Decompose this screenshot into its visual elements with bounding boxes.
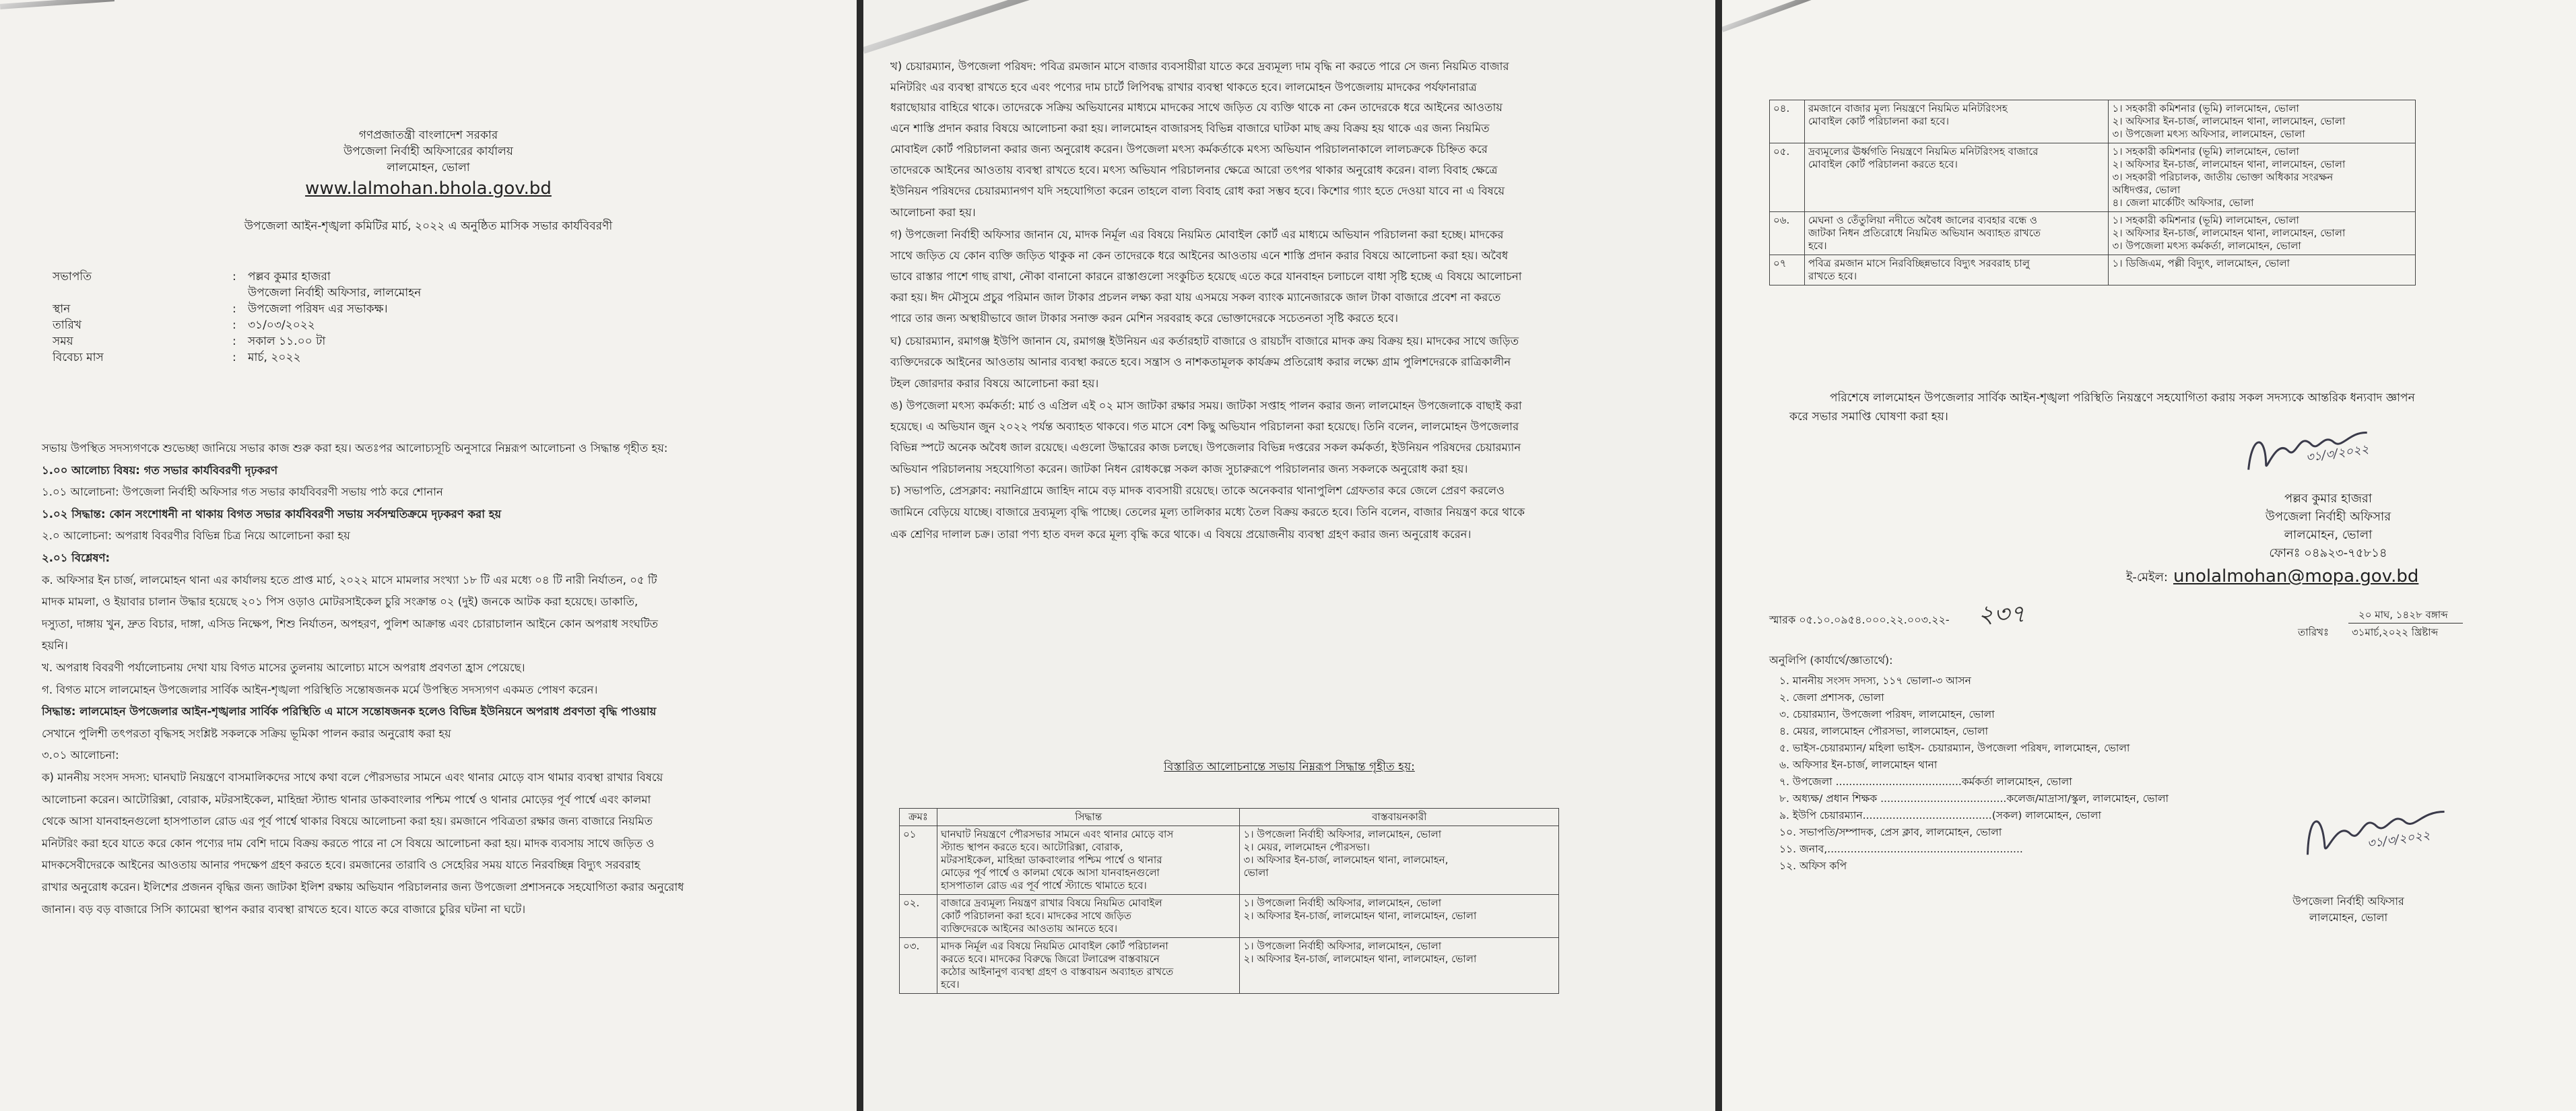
body-line: ২.০১ বিশ্লেষণ:: [42, 551, 110, 564]
body-line: ১.০০ আলোচ্য বিষয়: গত সভার কার্যবিবরণী দৃঢ়করণ: [42, 463, 278, 477]
body-line: তাদেরকে আইনের আওতায় ব্যবস্থা রাখতে হবে। মৎস্য অভিযান পরিচালনার ক্ষেত্রে আরো তৎপর থাকার অনুরোধ করেন। বাল্য বিবাহ ক্ষেত্রে: [890, 164, 1498, 176]
copy-list-item: ১২. অফিস কপি: [1779, 860, 1847, 872]
memo-serial-handwritten: ২৩৭: [1978, 601, 2026, 628]
body-line: টহল জোরদার করার বিষয়ে আলোচনা করা হয়।: [890, 377, 1099, 390]
copy-list-item: ৭. উপজেলা ......................................কর্মকর্তা লালমোহন, ভোলা: [1779, 776, 2072, 788]
website-link[interactable]: www.lalmohan.bhola.gov.bd: [305, 178, 552, 199]
copy-list-item: ৬. অফিসার ইন-চার্জ, লালমোহন থানা: [1779, 759, 1938, 771]
page-fold-shadow: [1722, 0, 1812, 32]
meta-label: স্থান: [53, 302, 71, 316]
table-row: [1770, 255, 2416, 285]
signatory-phone: ফোনঃ ০৪৯২৩-৭৫৮১৪: [2269, 546, 2387, 560]
body-line: ক) মাননীয় সংসদ সদস্য: ঘানঘাট নিয়ন্ত্রণে বাসমালিকদের সাথে কথা বলে পৌরসভার সামনে এবং থানার মোড়ে বাস থামার ব্যবস্থা রাখার বিষয়ে: [42, 771, 663, 784]
body-line: খ. অপরাধ বিবরণী পর্যালোচনায় দেখা যায় বিগত মাসের তুলনায় আলোচ্য মাসে অপরাধ প্রবণতা হ্রাস পেয়েছে।: [42, 661, 525, 674]
meta-value: পল্লব কুমার হাজরা: [248, 270, 331, 283]
body-line: ঙ) উপজেলা মৎস্য কর্মকর্তা: মার্চ ও এপ্রিল এই ০২ মাস জাটকা রক্ষার সময়। জাটকা সপ্তাহ পালন করার জন্য লালমোহন উপজেলাকে বাছাই করা: [890, 399, 1522, 412]
meeting-title: উপজেলা আইন-শৃঙ্খলা কমিটির মার্চ, ২০২২ এ অনুষ্ঠিত মাসিক সভার কার্যবিবরণী: [244, 220, 613, 233]
signature-2-stroke: [2298, 788, 2453, 869]
table-cell: ০৫.: [1770, 143, 1805, 212]
body-line: ১.০১ আলোচনা: উপজেলা নির্বাহী অফিসার গত সভার কার্যবিবরণী সভায় পাঠ করে শোনান: [42, 485, 443, 499]
table-row: [1770, 143, 2416, 212]
body-line: থেকে আসা যানবাহনগুলো হাসপাতাল রোড এর পূর্ব পার্শ্বে থাকার বিষয়ে আলোচনা করা হয়। রমজানে পবিত্রতা রক্ষার জন্য বাজারে নিয়মিত: [42, 815, 653, 828]
body-line: সিদ্ধান্ত: লালমোহন উপজেলার আইন-শৃঙ্খলার সার্বিক পরিস্থিতি এ মাসে সন্তোষজনক হলেও বিভিন্ন ইউনিয়নে অপরাধ প্রবণতা বৃদ্ধি পাওয়ায়: [42, 705, 657, 718]
date-divider: [2348, 623, 2463, 624]
table-header-cell: বাস্তবায়নকারী: [1240, 809, 1559, 826]
meta-label: তারিখ: [53, 318, 82, 332]
decision-table-part-1: [899, 808, 1559, 994]
body-line: ২.০ আলোচনা: অপরাধ বিবরণীর বিভিন্ন চিত্র নিয়ে আলোচনা করা হয়: [42, 529, 350, 543]
body-line: ধরাছোয়ার বাহিরে থাকে। তাদেরকে সক্রিয় অভিযানের মাধ্যমে মাদকের সাথে জড়িত যে ব্যক্তি থাকে না কেন তাদেরকে ধরে আইনের আওতায়: [890, 101, 1503, 114]
body-line: এক শ্রেণির দালাল চক্র। তারা পণ্য হাত বদল করে মূল্য বৃদ্ধি করে থাকে। এ বিষয়ে প্রয়োজনীয় ব্যবস্থা গ্রহণ করার জন্য অনুরোধ করেন।: [890, 528, 1472, 541]
body-line: সভায় উপস্থিত সদস্যগণকে শুভেচ্ছা জানিয়ে সভার কাজ শুরু করা হয়। অতঃপর আলোচ্যসূচি অনুসারে নিম্নরূপ আলোচনা ও সিদ্ধান্ত গৃহীত হয়:: [42, 442, 668, 454]
meta-label: সভাপতি: [53, 270, 92, 283]
body-line: ১.০২ সিদ্ধান্ত: কোন সংশোধনী না থাকায় বিগত সভার কার্যবিবরণী সভায় সর্বসম্মতিক্রমে দৃঢ়করণ করা হয়: [42, 507, 502, 520]
body-line: ইউনিয়ন পরিষদের চেয়ারম্যানগণ যদি সহযোগিতা করেন তাহলে বাল্য বিবাহ রোধ করা সম্ভব হবে। কিশোর গ্যাং হতে দেওয়া যাবে না এ বিষয়ে: [890, 184, 1505, 197]
table-header-cell: ক্রমঃ: [900, 809, 937, 826]
body-line: ৩.০১ আলোচনা:: [42, 749, 119, 762]
body-line: গ. বিগত মাসে লালমোহন উপজেলার সার্বিক আইন-শৃঙ্খলা পরিস্থিতি সন্তোষজনক মর্মে উপস্থিত সদস্যগণ একমত পোষণ করেন।: [42, 683, 598, 696]
footer-title: উপজেলা নির্বাহী অফিসার: [2292, 895, 2404, 908]
body-line: গ) উপজেলা নির্বাহী অফিসার জানান যে, মাদক নির্মূল এর বিষয়ে নিয়মিত মোবাইল কোর্ট এর মাধ্যমে অভিযান পরিচালনা করা হচ্ছে। মাদকের: [890, 228, 1504, 241]
closing-line-2: করে সভার সমাপ্তি ঘোষণা করা হয়।: [1789, 410, 1948, 424]
body-line: অভিযান পরিচালনায় সহযোগিতা করেন। জাটকা নিধন রোধকল্পে সকল কাজ সুচারুরূপে পরিচালনার জন্য সকলকে অনুরোধ করা হয়।: [890, 463, 1468, 475]
table-cell: ১। ডিজিএম, পল্লী বিদ্যুৎ, লালমোহন, ভোলা: [2109, 255, 2416, 285]
body-line: ঘ) চেয়ারম্যান, রমাগঞ্জ ইউপি জানান যে, রমাগঞ্জ ইউনিয়ন এর কর্তারহাট বাজারে ও রায়চাঁদ বাজারে মাদক ক্রয় বিক্রয় হয়। মাদকের সাথে জড়িত: [890, 335, 1519, 347]
meta-value: মার্চ, ২০২২: [248, 351, 301, 364]
table-cell: ০১: [900, 826, 937, 895]
date-label: তারিখঃ: [2298, 626, 2329, 638]
copy-list-item: ১. মাননীয় সংসদ সদস্য, ১১৭ ভোলা-৩ আসন: [1779, 675, 1971, 687]
meta-value: ৩১/০৩/২০২২: [248, 318, 315, 332]
gov-header-line-1: গণপ্রজাতন্ত্রী বাংলাদেশ সরকার: [358, 129, 498, 142]
signature-2: [2298, 788, 2453, 869]
meta-colon: :: [232, 335, 236, 348]
body-line: মাদকসেবীদেরকে আইনের আওতায় আনার পদক্ষেপ গ্রহণ করতে হবে। রমজানের তারাবি ও সেহেরির সময় যাতে নিরবচ্ছিন্ন বিদ্যুৎ সরবরাহ: [42, 858, 640, 872]
body-line: সেখানে পুলিশী তৎপরতা বৃদ্ধিসহ সংশ্লিষ্ট সকলকে সক্রিয় ভূমিকা পালন করার অনুরোধ করা হয়: [42, 727, 451, 740]
copy-list-item: ১০. সভাপতি/সম্পাদক, প্রেস ক্লাব, লালমোহন, ভোলা: [1779, 826, 2002, 838]
gov-header-line-2: উপজেলা নির্বাহী অফিসারের কার্যালয়: [343, 145, 513, 158]
meta-label: বিবেচ্য মাস: [53, 351, 104, 364]
table-header-row: [900, 809, 1559, 826]
signature-1: [2237, 411, 2378, 483]
body-line: দস্যুতা, দাঙ্গায় খুন, দ্রুত বিচার, দাঙ্গা, এসিড নিক্ষেপ, শিশু নির্যাতন, অপহরণ, পুলিশ আক্রান্ত এবং চোরাচালান আইনে কোন অপরাধ সংঘটিত: [42, 617, 658, 630]
copy-list-item: ২. জেলা প্রশাসক, ভোলা: [1779, 692, 1884, 704]
body-line: হয়েছে। এ অভিযান জুন ২০২২ পর্যন্ত অব্যাহত থাকবে। গত মাসে বেশ কিছু অভিযান পরিচালনা করা হয়েছে। তিনি বলেন, লালমোহন উপজেলার: [890, 420, 1519, 433]
body-line: পারে তার জন্য অস্থায়ীভাবে জাল টাকার সনাক্ত করন মেশিন সরবরাহ করে ভোক্তাদেরকে সচেতনতা সৃষ্টি করতে হবে।: [890, 312, 1398, 325]
signature-2-date: ৩১/৩/২০২২: [2366, 828, 2431, 851]
body-line: মাদক মামলা, ও ইয়াবার চালান উদ্ধার হয়েছে ২০১ পিস ওড়াও মোটরসাইকেল চুরি সংক্রান্ত ০২ (দুই) জনকে আটক করা হয়েছে। ডাকাতি,: [42, 595, 638, 609]
signatory-name: পল্লব কুমার হাজরা: [2284, 492, 2373, 506]
copy-heading: অনুলিপি (কার্যার্থে/জ্ঞাতার্থে):: [1769, 654, 1893, 667]
meta-colon: :: [232, 351, 236, 364]
table-cell: ০৭: [1770, 255, 1805, 285]
table-cell: ১। উপজেলা নির্বাহী অফিসার, লালমোহন, ভোলা ২। অফিসার ইন-চার্জ, লালমোহন থানা, লালমোহন, ভোলা: [1240, 895, 1559, 938]
table-cell: পবিত্র রমজান মাসে নিরবিচ্ছিন্নভাবে বিদ্যুৎ সরবরাহ চালু রাখতে হবে।: [1804, 255, 2109, 285]
body-line: আলোচনা করেন। আটোরিক্সা, বোরাক, মটরসাইকেল, মাহিন্দ্রা স্ট্যান্ড থানার ডাকবাংলার পশ্চিম পার্শ্বে ও থানার মোড়ের পূর্ব পার্শ্বে এবং কালমা: [42, 793, 651, 806]
table-cell: ১। উপজেলা নির্বাহী অফিসার, লালমোহন, ভোলা ২। মেয়র, লালমোহন পৌরসভা। ৩। অফিসার ইন-চার্জ, লালমোহন থানা, লালমোহন, ভোলা: [1240, 826, 1559, 895]
email-label: ই-মেইল:: [2126, 570, 2168, 584]
table-cell: ০৪.: [1770, 100, 1805, 143]
body-line: সাথে জড়িত যে কোন ব্যক্তি জড়িত থাকুক না কেন তাদেরকে ধরে আইনের আওতায় এনে শাস্তি প্রদান করার বিষয়ে আলোচনা করা হয়। অবৈধ: [890, 249, 1509, 262]
signatory-title: উপজেলা নির্বাহী অফিসার: [2265, 510, 2391, 524]
table-cell: ১। সহকারী কমিশনার (ভূমি) লালমোহন, ভোলা ২। অফিসার ইন-চার্জ, লালমোহন থানা, লালমোহন, ভোলা ৩। উপজেলা মৎস্য অফিসার, লালমোহন, ভোলা: [2109, 100, 2416, 143]
copy-list-item: ১১. জনাব,...........................................................: [1779, 843, 2023, 855]
body-line: ভাবে রাস্তার পাশে গাছ রাখা, নৌকা বানানো কারনে রাস্তাগুলো সংকুচিত হয়েছে এতে করে যানবাহন চলাচলে বাধা সৃষ্টি হচ্ছে এ বিষয়ে আলোচনা: [890, 270, 1522, 283]
gov-header-line-3: লালমোহন, ভোলা: [387, 161, 470, 174]
body-line: করা হয়। ঈদ মৌসুমে প্রচুর পরিমান জাল টাকার প্রচলন লক্ষ্য করা যায় এসময়ে সকল ব্যাংক ম্যানেজারকে জাল টাকা বাজারে প্রবেশ না করতে: [890, 291, 1501, 304]
table-cell: ০৩.: [900, 938, 937, 994]
table-header-cell: সিদ্ধান্ত: [937, 809, 1240, 826]
body-line: জানান। বড় বড় বাজারে সিসি ক্যামেরা স্থাপন করার ব্যবস্থা রাখতে হবে। যাতে করে বাজারে চুরির ঘটনা না ঘটে।: [42, 902, 526, 916]
date-bangla: ২০ মাঘ, ১৪২৮ বঙ্গাব্দ: [2358, 609, 2448, 621]
meta-value: উপজেলা পরিষদ এর সভাকক্ষ।: [248, 302, 388, 316]
copy-list-item: ৯. ইউপি চেয়ারম্যান.......................................(সকল) লালমোহন, ভোলা: [1779, 809, 2101, 821]
meta-value: সকাল ১১.০০ টা: [248, 335, 326, 348]
body-line: খ) চেয়ারম্যান, উপজেলা পরিষদ: পবিত্র রমজান মাসে বাজার ব্যবসায়ীরা যাতে করে দ্রব্যমূল্য দাম বৃদ্ধি না করতে পারে সে জন্য নিয়মিত বাজার: [890, 60, 1509, 73]
footer-office: লালমোহন, ভোলা: [2309, 911, 2388, 924]
meta-label: সময়: [53, 335, 73, 348]
signature-1-date: ৩১/৩/২০২২: [2305, 442, 2370, 465]
copy-list-item: ৪. মেয়র, লালমোহন পৌরসভা, লালমোহন, ভোলা: [1779, 725, 1989, 737]
table-cell: ১। উপজেলা নির্বাহী অফিসার, লালমোহন, ভোলা ২। অফিসার ইন-চার্জ, লালমোহন থানা, লালমোহন, ভোলা: [1240, 938, 1559, 994]
body-line: এনে শাস্তি প্রদান করার বিষয়ে আলোচনা করা হয়। লালমোহন বাজারসহ বিভিন্ন বাজারে ঘাটকা মাছ ক্রয় বিক্রয় হয় থাকে এর জন্য নিয়মিত: [890, 122, 1490, 135]
table-row: [1770, 212, 2416, 255]
body-line: মোবাইল কোর্ট পরিচালনা করার জন্য অনুরোধ করেন। উপজেলা মৎস্য কর্মকর্তাকে মৎস্য অভিযান পরিচালনাকালে লালচক্রকে চিহ্নিত করে: [890, 143, 1488, 156]
signatory-office: লালমোহন, ভোলা: [2284, 528, 2373, 542]
meta-colon: :: [232, 318, 236, 332]
table-cell: ০২.: [900, 895, 937, 938]
table-row: [900, 895, 1559, 938]
table-cell: ঘানঘাট নিয়ন্ত্রণে পৌরসভার সামনে এবং থানার মোড়ে বাস স্ট্যান্ড স্থাপন করতে হবে। আটোরিক্সা, বোরাক, মটরসাইকেল, মাহিন্দ্রা ডাকবাংলার পশ্চিম পার্শ্বে ও থানার মোড়ের পূর্ব পার্শ্বে ও কালমা থেকে আসা যানবাহনগুলো হাসপাতাল রোড এর পূর্ব পার্শ্বে স্ট্যান্ডে থামাতে হবে।: [937, 826, 1240, 895]
body-line: রাখার অনুরোধ করেন। ইলিশের প্রজনন বৃদ্ধির জন্য জাটকা ইলিশ রক্ষায় অভিযান পরিচালনার জন্য উপজেলা প্রশাসনকে সহযোগিতা করার অনুরোধ: [42, 881, 684, 894]
body-line: চ) সভাপতি, প্রেসক্লাব: নয়ানিগ্রামে জাহিদ নামে বড় মাদক ব্যবসায়ী রয়েছে। তাকে অনেকবার থানাপুলিশ গ্রেফতার করে জেলে প্রেরণ করলেও: [890, 484, 1505, 497]
body-line: হয়নি।: [42, 639, 68, 652]
meta-colon: :: [232, 302, 236, 316]
body-line: ক. অফিসার ইন চার্জ, লালমোহন থানা এর কার্যালয় হতে প্রাপ্ত মার্চ, ২০২২ মাসে মামলার সংখ্যা ১৮ টি এর মধ্যে ০৪ টি নারী নির্যাতন, ০৫ টি: [42, 573, 657, 586]
table-cell: বাজারে দ্রব্যমূল্য নিয়ন্ত্রণ রাখার বিষয়ে নিয়মিত মোবাইল কোর্ট পরিচালনা করা হবে। মাদকের সাথে জড়িত ব্যক্তিদেরকে আইনের আওতায় আনতে হবে।: [937, 895, 1240, 938]
date-english: ৩১মার্চ,২০২২ খ্রিষ্টাব্দ: [2352, 626, 2439, 638]
memo-number: স্মারক ০৫.১০.০৯৫৪.০০০.২২.০০৩.২২-: [1769, 613, 1950, 626]
closing-line-1: পরিশেষে লালমোহন উপজেলার সার্বিক আইন-শৃঙ্খলা পরিস্থিতি নিয়ন্ত্রণে সহযোগিতা করায় সকল সদস্যকে আন্তরিক ধন্যবাদ জ্ঞাপন: [1830, 391, 2415, 405]
body-line: মনিটরিং এর ব্যবস্থা রাখতে হবে এবং পণ্যের দাম চার্টে লিপিবদ্ধ রাখার ব্যবস্থা থাকতে হবে। লালমোহন উপজেলায় মাদকের পর্যফানারাত্র: [890, 81, 1477, 94]
body-line: মনিটরিং করা হবে যাতে করে কোন পণ্যের দাম বেশি দামে বিক্রয় করতে পারে না সে বিষয়ে আলোচনা করা হয়। মাদক ব্যবসায় সাথে জড়িত ও: [42, 836, 655, 850]
document-page-2: [863, 0, 1715, 1111]
table-cell: ১। সহকারী কমিশনার (ভূমি) লালমোহন, ভোলা ২। অফিসার ইন-চার্জ, লালমোহন থানা, লালমোহন, ভোলা ৩। উপজেলা মৎস্য কর্মকর্তা, লালমোহন, ভোলা: [2109, 212, 2416, 255]
decision-heading: বিস্তারিত আলোচনান্তে সভায় নিম্নরূপ সিদ্ধান্ত গৃহীত হয়:: [1164, 760, 1415, 774]
table-cell: মাদক নির্মূল এর বিষয়ে নিয়মিত মোবাইল কোর্ট পরিচালনা করতে হবে। মাদকের বিরুদ্ধে জিরো টলারেন্স বাস্তবায়নে কঠোর আইনানুগ ব্যবস্থা গ্রহণ ও বাস্তবায়ন অব্যাহত রাখতে হবে।: [937, 938, 1240, 994]
table-cell: মেঘনা ও তেঁতুলিয়া নদীতে অবৈধ জালের ব্যবহার বন্ধে ও জাটকা নিধন প্রতিরোধে নিয়মিত অভিযান অব্যাহত রাখতে হবে।: [1804, 212, 2109, 255]
meta-value: উপজেলা নির্বাহী অফিসার, লালমোহন: [248, 286, 422, 300]
table-row: [900, 938, 1559, 994]
body-line: জামিনে বেড়িয়ে যাচ্ছে। বাজারে দ্রব্যমূল্য বৃদ্ধি পাচ্ছে। তেলের মূল্য তালিকার মধ্যে তৈল বিক্রয় করতে হবে। তিনি বলেন, বাজার নিয়ন্ত্রণ করে থাকে: [890, 506, 1525, 518]
decision-table-part-2: [1769, 100, 2416, 285]
table-cell: দ্রব্যমূল্যের ঊর্ধ্বগতি নিয়ন্ত্রণে নিয়মিত মনিটরিংসহ বাজারে মোবাইল কোর্ট পরিচালনা করতে হবে।: [1804, 143, 2109, 212]
table-row: [1770, 100, 2416, 143]
document-page-1: [0, 0, 857, 1111]
body-line: বিভিন্ন স্পটে অনেক অবৈধ জাল রয়েছে। এগুলো উদ্ধারের কাজ চলছে। উপজেলার বিভিন্ন দপ্তরের সকল কর্মকর্তা, ইউনিয়ন পরিষদের চেয়ারম্যান: [890, 441, 1521, 454]
table-cell: ১। সহকারী কমিশনার (ভূমি) লালমোহন, ভোলা ২। অফিসার ইন-চার্জ, লালমোহন থানা, লালমোহন, ভোলা ৩। সহকারী পরিচালক, জাতীয় ভোক্তা অধিকার সংরক্ষন অধিদপ্তর, ভোলা ৪। জেলা মার্কেটিং অফিসার, ভোলা: [2109, 143, 2416, 212]
copy-list-item: ৩. চেয়ারম্যান, উপজেলা পরিষদ, লালমোহন, ভোলা: [1779, 708, 1995, 720]
document-page-3: [1722, 0, 2576, 1111]
email-link[interactable]: unolalmohan@mopa.gov.bd: [2173, 566, 2419, 586]
page-fold-shadow: [863, 0, 1082, 54]
table-row: [900, 826, 1559, 895]
copy-list-item: ৫. ভাইস-চেয়ারম্যান/ মহিলা ভাইস- চেয়ারম্যান, উপজেলা পরিষদ, লালমোহন, ভোলা: [1779, 742, 2130, 754]
meta-colon: :: [232, 270, 236, 283]
body-line: ব্যক্তিদেরকে আইনের আওতায় আনার ব্যবস্থা করতে হবে। সন্ত্রাস ও নাশকতামূলক কার্যক্রম প্রতিরোধ করার লক্ষ্যে গ্রাম পুলিশদেরকে রাত্রিকালীন: [890, 356, 1511, 368]
copy-list-item: ৮. অধ্যক্ষ/ প্রধান শিক্ষক ......................................কলেজ/মাদ্রাসা/স্কুল, লালমোহন, ভোলা: [1779, 793, 2169, 805]
table-cell: রমজানে বাজার মূল্য নিয়ন্ত্রণে নিয়মিত মনিটরিংসহ মোবাইল কোর্ট পরিচালনা করা হবে।: [1804, 100, 2109, 143]
page-fold-shadow: [0, 0, 114, 9]
body-line: আলোচনা করা হয়।: [890, 206, 976, 219]
table-cell: ০৬.: [1770, 212, 1805, 255]
